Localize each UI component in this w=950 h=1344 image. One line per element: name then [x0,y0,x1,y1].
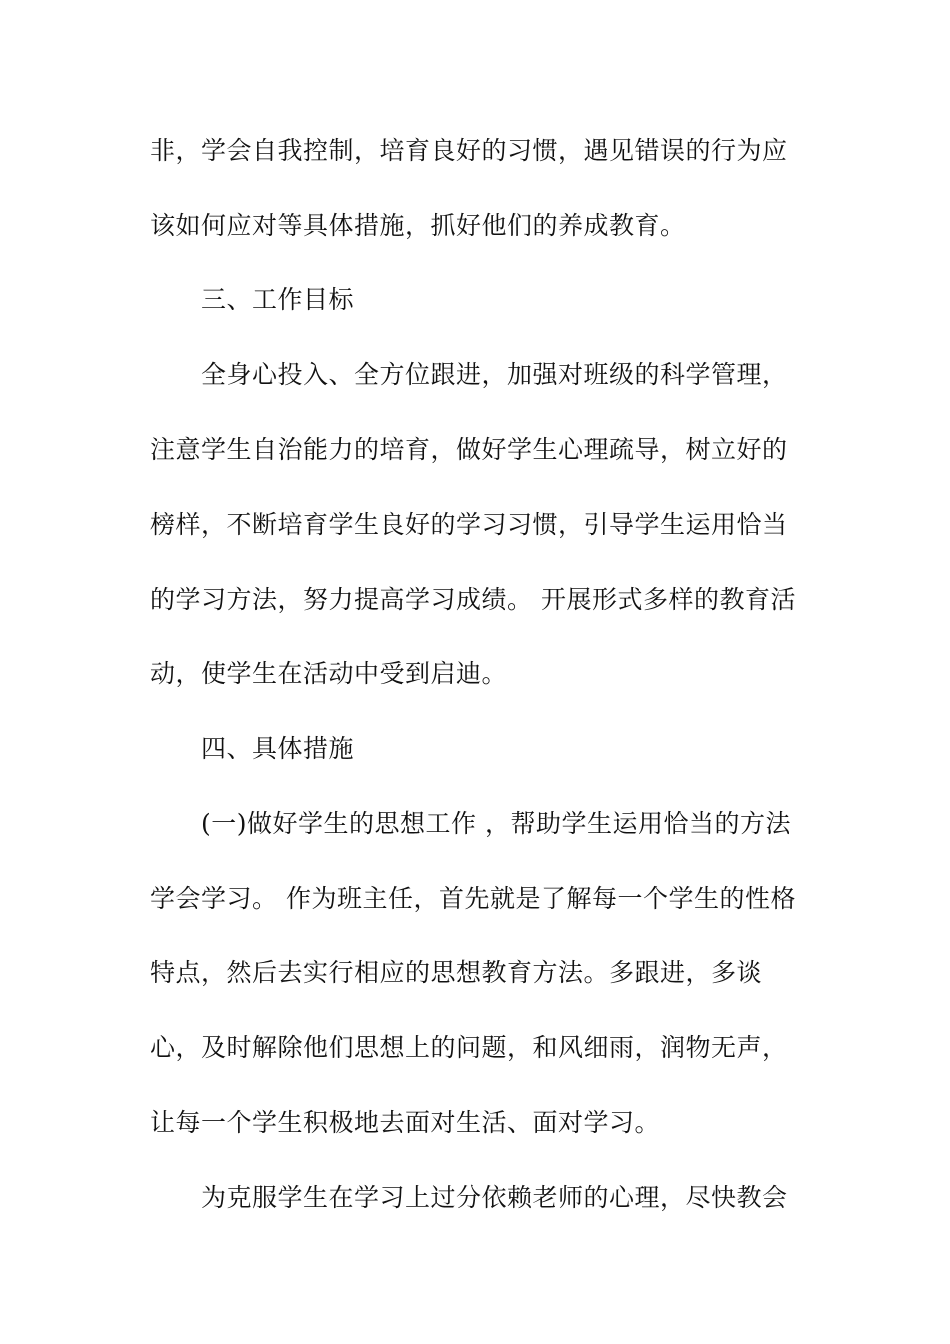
section-heading: 四、具体措施 [201,734,355,763]
paragraph-first-line: 全身心投入、全方位跟进，加强对班级的科学管理， [201,360,788,389]
body-text-line: 特点，然后去实行相应的思想教育方法。多跟进，多谈 [150,958,763,987]
body-text-line: 让每一个学生积极地去面对生活、面对学习。 [150,1108,661,1137]
body-text-line: 注意学生自治能力的培育，做好学生心理疏导，树立好的 [150,435,788,464]
body-text-line: 心，及时解除他们思想上的问题，和风细雨，润物无声， [150,1033,788,1062]
section-heading: 三、工作目标 [201,285,355,314]
body-text-line: 的学习方法，努力提高学习成绩。 开展形式多样的教育活 [150,585,796,614]
paragraph-first-line: 为克服学生在学习上过分依赖老师的心理，尽快教会 [201,1183,788,1212]
body-text-line: 榜样，不断培育学生良好的学习习惯，引导学生运用恰当 [150,510,788,539]
body-text-line: 非，学会自我控制，培育良好的习惯，遇见错误的行为应 [150,136,788,165]
body-text-line: 该如何应对等具体措施，抓好他们的养成教育。 [150,211,686,240]
paragraph-first-line: (一)做好学生的思想工作 ，帮助学生运用恰当的方法 [201,809,791,838]
body-text-line: 动，使学生在活动中受到启迪。 [150,659,508,688]
body-text-line: 学会学习。 作为班主任，首先就是了解每一个学生的性格 [150,884,796,913]
